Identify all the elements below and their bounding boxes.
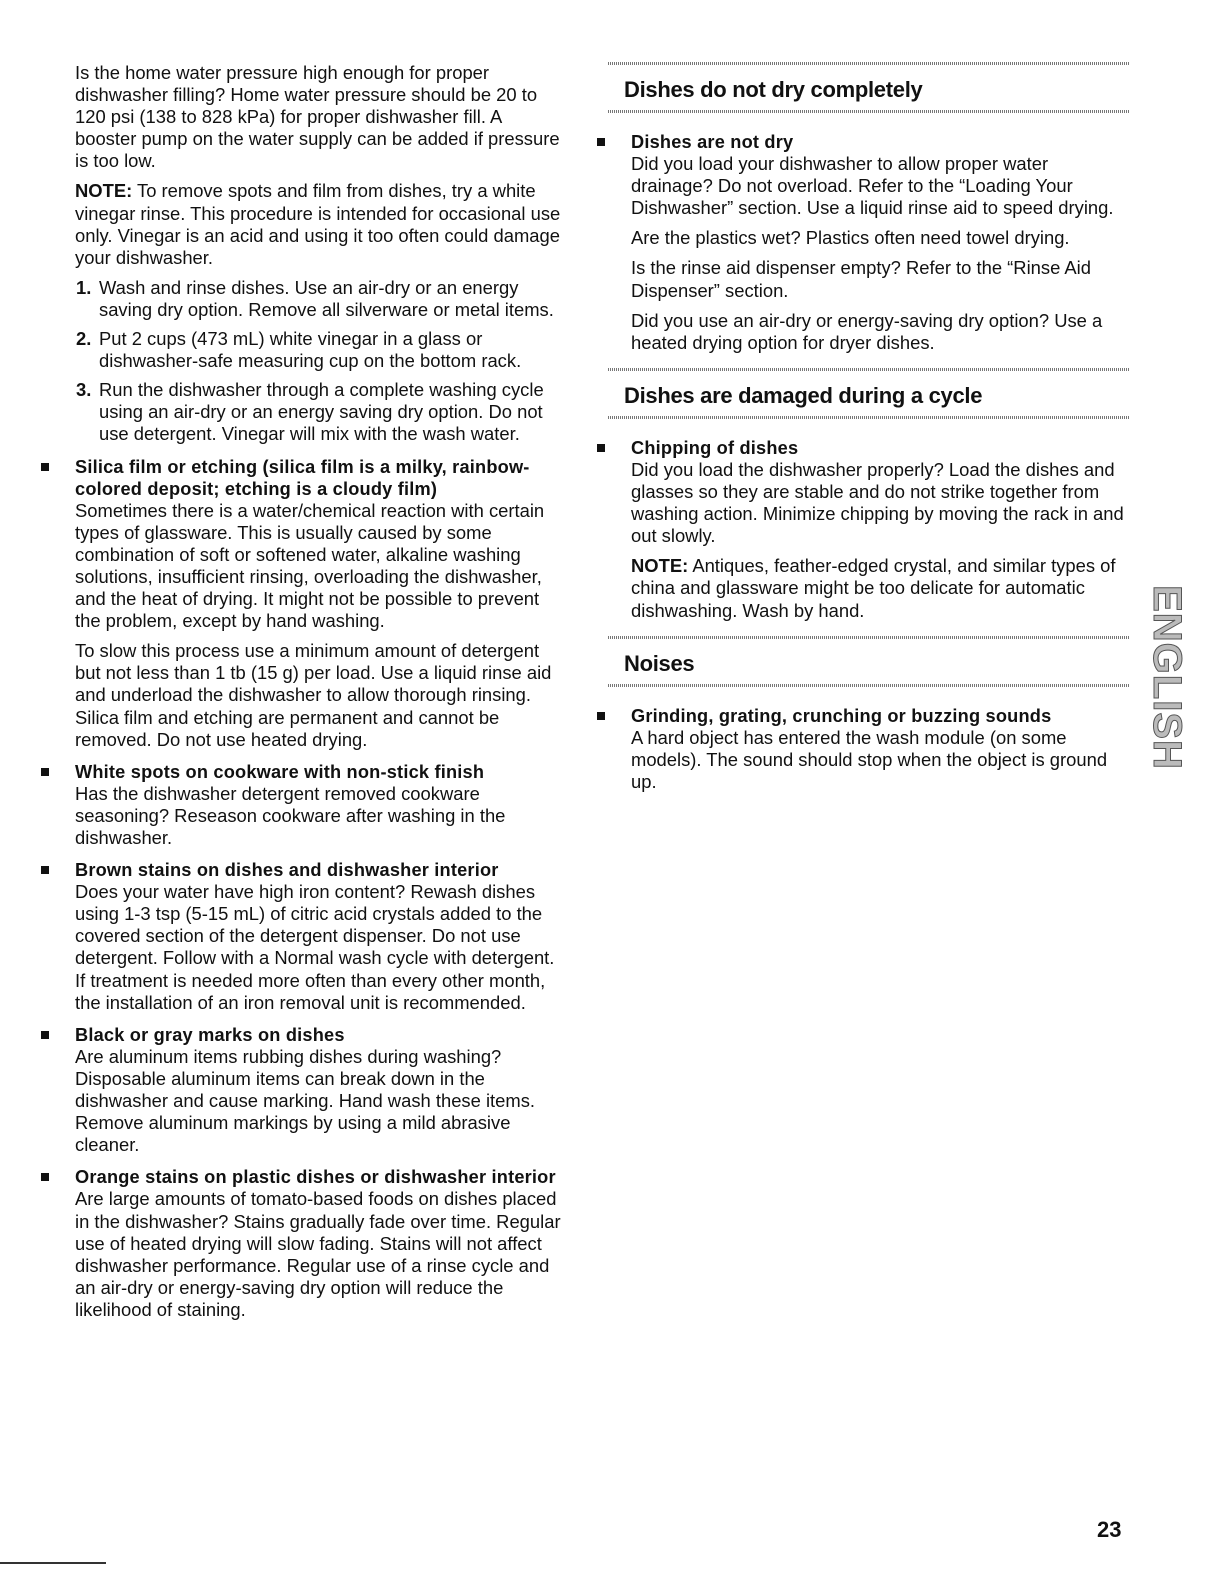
page-number: 23 bbox=[1097, 1517, 1122, 1542]
square-bullet-icon bbox=[597, 138, 605, 146]
language-tab-label: ENGLISH bbox=[1144, 585, 1189, 770]
square-bullet-icon bbox=[597, 444, 605, 452]
bullet-text: Did you load the dishwasher properly? Load the dishes and glasses so they are stable and do not strike together from washing action. Minimize chipping by moving the rack in and out slowly. bbox=[631, 458, 1124, 547]
bullet-title: Silica film or etching (silica film is a milky, rainbow-colored deposit; etching is a cloudy film) bbox=[75, 456, 530, 499]
step-number: 3. bbox=[76, 379, 92, 401]
bullet-dishes-not-dry bbox=[608, 131, 1130, 354]
section-heading: Dishes do not dry completely bbox=[624, 77, 923, 102]
bullet-title: Black or gray marks on dishes bbox=[75, 1024, 345, 1045]
note-label: NOTE: bbox=[75, 180, 133, 202]
bullet-text: Sometimes there is a water/chemical reaction with certain types of glassware. This is usually caused by some combination of soft or softened water, alkaline washing solutions, insufficient rinsing, overloading the dishwasher, and the heat of drying. It might not be possible to prevent the problem, except by hand washing. bbox=[75, 499, 545, 632]
bullet-text: To slow this process use a minimum amount of detergent but not less than 1 tb (15 g) per load. Use a liquid rinse aid and underload the dishwasher to allow thorough rinsing. Silica film and etching are permanent and cannot be removed. Do not use heated drying. bbox=[75, 640, 552, 750]
bullet-text: Does your water have high iron content? Rewash dishes using 1-3 tsp (5-15 mL) of citric acid crystals added to the covered section of the detergent dispenser. Do not use detergent. Follow with a Normal wash cycle with detergent. If treatment is needed more often than every other month, the installation of an iron removal unit is recommended. bbox=[75, 881, 555, 1013]
bullet-text: Are large amounts of tomato-based foods on dishes placed in the dishwasher? Stains gradually fade over time. Regular use of heated drying will slow fading. Stains will not affect dishwasher performance. Regular use of a rinse cycle and an air-dry or energy-saving dry option will reduce the likelihood of staining. bbox=[75, 1188, 561, 1320]
bullet-text: Did you load your dishwasher to allow proper water drainage? Do not overload. Refer to the “Loading Your Dishwasher” section. Use a liquid rinse aid to speed drying. bbox=[631, 153, 1114, 219]
note-text: Antiques, feather-edged crystal, and similar types of china and glassware might be too delicate for automatic dishwashing. Wash by hand. bbox=[631, 555, 1116, 621]
right-column bbox=[608, 58, 1130, 803]
bullet-silica-film bbox=[75, 456, 567, 751]
chipping-note bbox=[631, 555, 1130, 621]
intro-paragraph: Is the home water pressure high enough for proper dishwasher filling? Home water pressure should be 20 to 120 psi (138 to 828 kPa) for proper dishwasher fill. A booster pump on the water supply can be added if pressure is too low. bbox=[75, 62, 560, 172]
bullet-orange-stains bbox=[75, 1166, 567, 1321]
bullet-text: Has the dishwasher detergent removed cookware seasoning? Reseason cookware after washing in the dishwasher. bbox=[75, 782, 506, 848]
section-header-dry bbox=[608, 58, 1130, 113]
note-text: To remove spots and film from dishes, try a white vinegar rinse. This procedure is intended for occasional use only. Vinegar is an acid and using it too often could damage your dishwasher. bbox=[75, 180, 561, 268]
square-bullet-icon bbox=[41, 1031, 49, 1039]
bullet-brown-stains bbox=[75, 859, 567, 1014]
note-label: NOTE: bbox=[631, 555, 689, 577]
bullet-title: Brown stains on dishes and dishwasher interior bbox=[75, 860, 499, 881]
bullet-black-gray-marks bbox=[75, 1024, 567, 1157]
square-bullet-icon bbox=[41, 463, 49, 471]
section-heading: Dishes are damaged during a cycle bbox=[624, 382, 983, 408]
bullet-white-spots bbox=[75, 761, 567, 849]
footer-divider bbox=[0, 1562, 106, 1564]
bullet-text: Is the rinse aid dispenser empty? Refer to the “Rinse Aid Dispenser” section. bbox=[631, 257, 1091, 301]
bullet-title: Dishes are not dry bbox=[631, 132, 794, 152]
step-item bbox=[75, 379, 567, 445]
square-bullet-icon bbox=[41, 1173, 49, 1181]
step-number: 2. bbox=[76, 328, 92, 350]
bullet-chipping bbox=[608, 437, 1130, 622]
bullet-noises bbox=[608, 705, 1130, 793]
bullet-text: Did you use an air-dry or energy-saving dry option? Use a heated drying option for dryer dishes. bbox=[631, 309, 1103, 353]
step-text: Wash and rinse dishes. Use an air-dry or an energy saving dry option. Remove all silverware or metal items. bbox=[99, 276, 554, 320]
vinegar-note bbox=[75, 180, 567, 268]
bullet-title: White spots on cookware with non-stick finish bbox=[75, 761, 485, 782]
square-bullet-icon bbox=[41, 866, 49, 874]
square-bullet-icon bbox=[597, 712, 605, 720]
bullet-title: Grinding, grating, crunching or buzzing sounds bbox=[631, 705, 1052, 726]
section-header-noises bbox=[608, 632, 1130, 687]
step-text: Run the dishwasher through a complete washing cycle using an air-dry or an energy saving dry option. Do not use detergent. Vinegar will mix with the wash water. bbox=[99, 379, 544, 445]
bullet-text: Are aluminum items rubbing dishes during washing? Disposable aluminum items can break down in the dishwasher and cause marking. Hand wash these items. Remove aluminum markings by using a mild abrasive cleaner. bbox=[75, 1045, 535, 1156]
vinegar-steps bbox=[75, 277, 567, 446]
step-number: 1. bbox=[76, 276, 92, 298]
left-column bbox=[75, 62, 567, 1331]
bullet-title: Orange stains on plastic dishes or dishwasher interior bbox=[75, 1167, 556, 1188]
step-text: Put 2 cups (473 mL) white vinegar in a glass or dishwasher-safe measuring cup on the bottom rack. bbox=[99, 328, 522, 372]
language-side-tab bbox=[1144, 565, 1189, 790]
step-item bbox=[75, 328, 567, 372]
bullet-title: Chipping of dishes bbox=[631, 437, 799, 458]
section-header-damaged bbox=[608, 364, 1130, 419]
step-item bbox=[75, 277, 567, 321]
bullet-text: Are the plastics wet? Plastics often need towel drying. bbox=[631, 227, 1070, 249]
section-heading: Noises bbox=[624, 650, 695, 676]
bullet-text: A hard object has entered the wash module (on some models). The sound should stop when the object is ground up. bbox=[631, 726, 1108, 792]
square-bullet-icon bbox=[41, 768, 49, 776]
